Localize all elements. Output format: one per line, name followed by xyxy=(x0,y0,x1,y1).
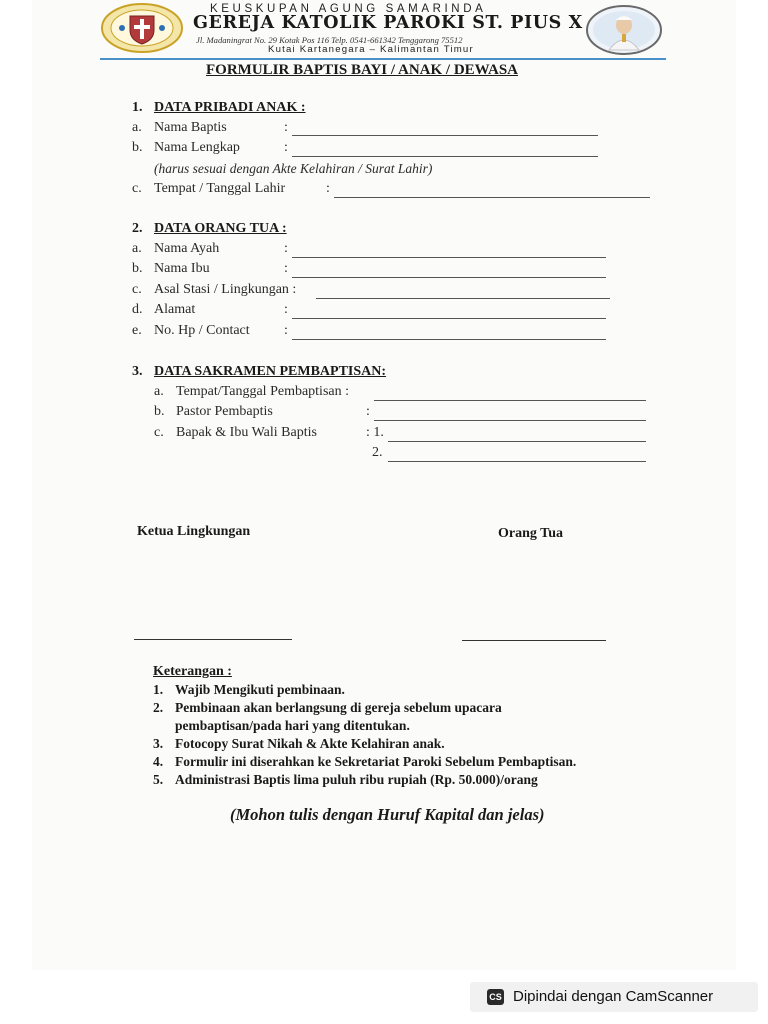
keterangan-item: 5. Administrasi Baptis lima puluh ribu rupiah (Rp. 50.000)/orang xyxy=(153,772,538,787)
keterangan-item: pembaptisan/pada hari yang ditentukan. xyxy=(175,718,410,733)
tempat-tanggal-lahir-input-line[interactable] xyxy=(334,197,650,198)
field-tempat-tanggal-pembaptisan: a. Tempat/Tanggal Pembaptisan : xyxy=(154,384,349,399)
colon: : xyxy=(284,140,288,155)
alamat-input-line[interactable] xyxy=(292,318,606,319)
section-1-heading xyxy=(132,100,306,116)
nama-ibu-input-line[interactable] xyxy=(292,277,606,278)
field-nama-lengkap: b. Nama Lengkap xyxy=(132,140,240,155)
field-label: No. Hp / Contact xyxy=(154,323,250,338)
section-3-number: 3. xyxy=(132,364,143,379)
colon: : xyxy=(284,323,288,338)
pastor-pembaptis-input-line[interactable] xyxy=(374,420,646,421)
field-alamat: d. Alamat xyxy=(132,302,196,317)
keterangan-item: 3. Fotocopy Surat Nikah & Akte Kelahiran anak. xyxy=(153,736,445,751)
field-nama-baptis: a. Nama Baptis xyxy=(132,120,227,135)
signature-label-ketua-lingkungan: Ketua Lingkungan xyxy=(137,524,251,539)
field-pastor-pembaptis: b. Pastor Pembaptis xyxy=(154,404,273,419)
closing-instruction: (Mohon tulis dengan Huruf Kapital dan jelas) xyxy=(230,805,545,824)
field-no-hp: e. No. Hp / Contact xyxy=(132,323,250,338)
church-name: GEREJA KATOLIK PAROKI ST. PIUS X xyxy=(193,13,583,33)
church-region: Kutai Kartanegara – Kalimantan Timur xyxy=(268,44,474,55)
colon: : xyxy=(284,261,288,276)
header-divider xyxy=(100,58,666,60)
form-title: FORMULIR BAPTIS BAYI / ANAK / DEWASA xyxy=(206,62,518,78)
field-label: Nama Baptis xyxy=(154,120,227,135)
field-wali-baptis: c. Bapak & Ibu Wali Baptis xyxy=(154,425,317,440)
signature-line-orang-tua[interactable] xyxy=(462,640,606,641)
section-2-heading xyxy=(132,221,287,237)
section-3-title: DATA SAKRAMEN PEMBAPTISAN: xyxy=(154,364,387,379)
nama-baptis-input-line[interactable] xyxy=(292,135,598,136)
keterangan-item: 2. Pembinaan akan berlangsung di gereja sebelum upacara xyxy=(153,700,502,715)
field-label: Nama Lengkap xyxy=(154,140,240,155)
wali-2-marker: 2. xyxy=(372,445,383,460)
pope-portrait-emblem xyxy=(585,4,663,56)
wali-1-input-line[interactable] xyxy=(388,441,646,442)
field-label: Nama Ayah xyxy=(154,241,220,256)
field-label: Alamat xyxy=(154,302,196,317)
colon: : xyxy=(284,120,288,135)
field-label: Asal Stasi / Lingkungan : xyxy=(154,282,297,297)
birth-certificate-note: (harus sesuai dengan Akte Kelahiran / Surat Lahir) xyxy=(154,161,433,176)
section-2-title: DATA ORANG TUA : xyxy=(154,221,287,236)
colon: : xyxy=(326,181,330,196)
signature-label-orang-tua: Orang Tua xyxy=(498,526,563,541)
church-address: Jl. Madaningrat No. 29 Kotak Pos 116 Telp. 0541-661342 Tenggarong 75512 xyxy=(196,35,463,45)
nama-ayah-input-line[interactable] xyxy=(292,257,606,258)
signature-line-ketua-lingkungan[interactable] xyxy=(134,639,292,640)
field-label: Nama Ibu xyxy=(154,261,210,276)
colon: : xyxy=(284,302,288,317)
section-1-number: 1. xyxy=(132,100,143,115)
tempat-tanggal-pembaptisan-input-line[interactable] xyxy=(374,400,646,401)
field-asal-stasi: c. Asal Stasi / Lingkungan : xyxy=(132,282,297,297)
camscanner-label: Dipindai dengan CamScanner xyxy=(513,988,714,1005)
wali-2-input-line[interactable] xyxy=(388,461,646,462)
colon: : xyxy=(284,241,288,256)
section-1-title: DATA PRIBADI ANAK : xyxy=(154,100,306,115)
nama-lengkap-input-line[interactable] xyxy=(292,156,598,157)
section-3-heading xyxy=(132,364,386,380)
asal-stasi-input-line[interactable] xyxy=(316,298,610,299)
colon: : xyxy=(366,404,370,419)
no-hp-input-line[interactable] xyxy=(292,339,606,340)
keterangan-item: 4. Formulir ini diserahkan ke Sekretariat Paroki Sebelum Pembaptisan. xyxy=(153,754,577,769)
diocese-name: KEUSKUPAN AGUNG SAMARINDA xyxy=(210,3,487,15)
field-tempat-tanggal-lahir: c. Tempat / Tanggal Lahir xyxy=(132,181,286,196)
keterangan-item: 1. Wajib Mengikuti pembinaan. xyxy=(153,682,345,697)
field-label: Tempat/Tanggal Pembaptisan : xyxy=(176,384,349,399)
wali-1-marker: : 1. xyxy=(366,425,384,440)
field-label: Pastor Pembaptis xyxy=(176,404,273,419)
field-label: Bapak & Ibu Wali Baptis xyxy=(176,425,317,440)
section-2-number: 2. xyxy=(132,221,143,236)
field-label: Tempat / Tanggal Lahir xyxy=(154,181,286,196)
keterangan-heading: Keterangan : xyxy=(153,664,232,679)
field-nama-ibu: b. Nama Ibu xyxy=(132,261,210,276)
field-nama-ayah: a. Nama Ayah xyxy=(132,241,220,256)
camscanner-icon: CS xyxy=(487,989,504,1005)
camscanner-watermark xyxy=(470,982,758,1012)
archdiocese-crest-logo xyxy=(100,2,184,54)
